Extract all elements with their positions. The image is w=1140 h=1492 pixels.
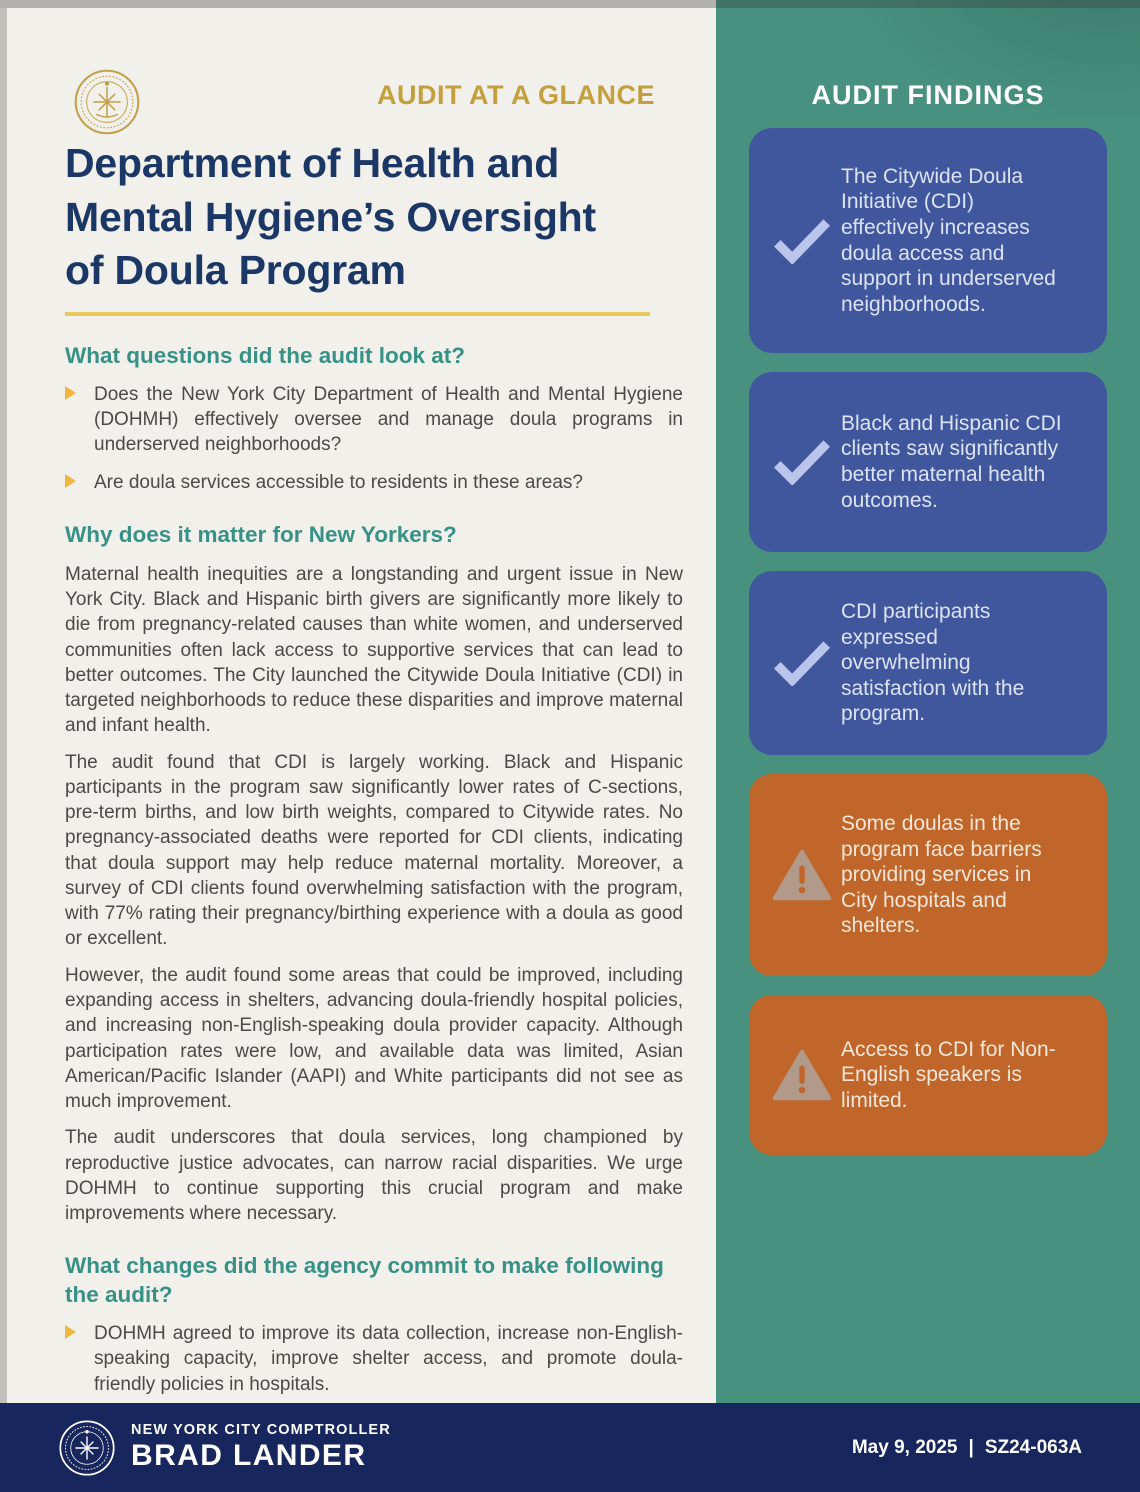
page-title-line-2: Mental Hygiene’s Oversight [65,193,596,240]
finding-card-negative [749,995,1107,1155]
check-icon [763,439,841,485]
bullet-triangle-icon [65,382,94,458]
footer-banner [0,1403,1140,1492]
list-item [65,382,683,458]
title-divider [65,312,650,316]
bullet-triangle-icon [65,470,94,495]
body-paragraph: Maternal health inequities are a longstanding and urgent issue in New York City. Black and Hispanic birth givers are significantly more likely to die from pregnancy-related causes than white women, and underserved communities often lack access to supportive services that can lead to better outcomes. The City launched the Citywide Doula Initiative (CDI) in targeted neighborhoods to reduce these disparities and improve maternal and infant health. [65,563,683,737]
bullet-triangle-icon [65,1321,94,1397]
page-edge-shadow-left [0,8,7,1404]
section-heading-why: Why does it matter for New Yorkers? [65,521,457,547]
report-date: May 9, 2025 [851,1436,958,1458]
body-paragraph: The audit underscores that doula services, long championed by reproductive justice advocates, can narrow racial disparities. We urge DOHMH to continue supporting this crucial program and make improvements where necessary. [65,1127,683,1225]
findings-card-list [749,128,1107,1155]
audit-findings-sidebar [716,0,1140,1403]
bullet-text: Does the New York City Department of Health and Mental Hygiene (DOHMH) effectively oversee and manage doula programs in underserved neighborhoods? [94,383,683,456]
footer-org-label: NEW YORK CITY COMPTROLLER [131,1422,391,1438]
check-icon [763,640,841,686]
check-icon [763,218,841,264]
bullet-text: DOHMH agreed to improve its data collection, increase non-English-speaking capacity, improve shelter access, and promote doula-friendly policies in hospitals. [94,1323,683,1395]
section-heading-changes: What changes did the agency commit to make following the audit? [65,1253,664,1308]
page-title [65,137,683,298]
body-paragraph: However, the audit found some areas that could be improved, including expanding access in shelters, advancing doula-friendly hospital policies, and increasing non-English-speaking doula provider capacity. Although participation rates were low, and available data was limited, Asian American/Pacific Islander (AAPI) and White participants did not see as much improvement. [65,964,683,1113]
nyc-comptroller-seal-gold-icon [73,68,141,136]
list-item [65,1321,683,1397]
finding-text: The Citywide Doula Initiative (CDI) effectively increases doula access and support in underserved neighborhoods. [841,164,1056,316]
footer-identity [131,1422,391,1473]
warning-icon [763,1048,841,1102]
finding-card-positive [749,571,1107,755]
finding-text: Some doulas in the program face barriers providing services in City hospitals and shelters. [841,811,1042,938]
main-content-column [7,8,716,1397]
footer-comptroller-name: BRAD LANDER [131,1439,367,1472]
masthead [65,8,683,137]
finding-text: Access to CDI for Non-English speakers is limited. [841,1037,1056,1112]
bullet-text: Are doula services accessible to residents in these areas? [94,471,583,493]
finding-card-positive [749,372,1107,552]
report-meta-separator: | [968,1436,974,1458]
body-paragraph: The audit found that CDI is largely working. Black and Hispanic participants in the program saw significantly lower rates of C-sections, pre-term births, and low birth weights, compared to Citywide rates. No pregnancy-associated deaths were reported for CDI clients, indicating that doula support may help reduce maternal mortality. Moreover, a survey of CDI clients found overwhelming satisfaction with the program, with 77% rating their pregnancy/birthing experience with a doula as good or excellent. [65,751,683,950]
page-title-line-1: Department of Health and [65,140,560,186]
finding-text: Black and Hispanic CDI clients saw significantly better maternal health outcomes. [841,411,1062,512]
changes-bullet-list [65,1321,683,1397]
list-item [65,470,683,495]
glance-label: AUDIT AT A GLANCE [377,80,655,110]
section-heading-questions: What questions did the audit look at? [65,343,465,369]
warning-icon [763,848,841,902]
page-title-line-3: of Doula Program [65,247,406,294]
findings-heading: AUDIT FINDINGS [811,80,1045,110]
report-id: SZ24-063A [984,1436,1082,1458]
nyc-seal-white-icon [58,1419,116,1477]
questions-bullet-list [65,382,683,495]
finding-card-positive [749,128,1107,353]
page-edge-shadow-top [0,0,1140,8]
finding-text: CDI participants expressed overwhelming satisfaction with the program. [841,599,1025,726]
finding-card-negative [749,774,1107,976]
footer-report-meta [852,1437,1082,1459]
